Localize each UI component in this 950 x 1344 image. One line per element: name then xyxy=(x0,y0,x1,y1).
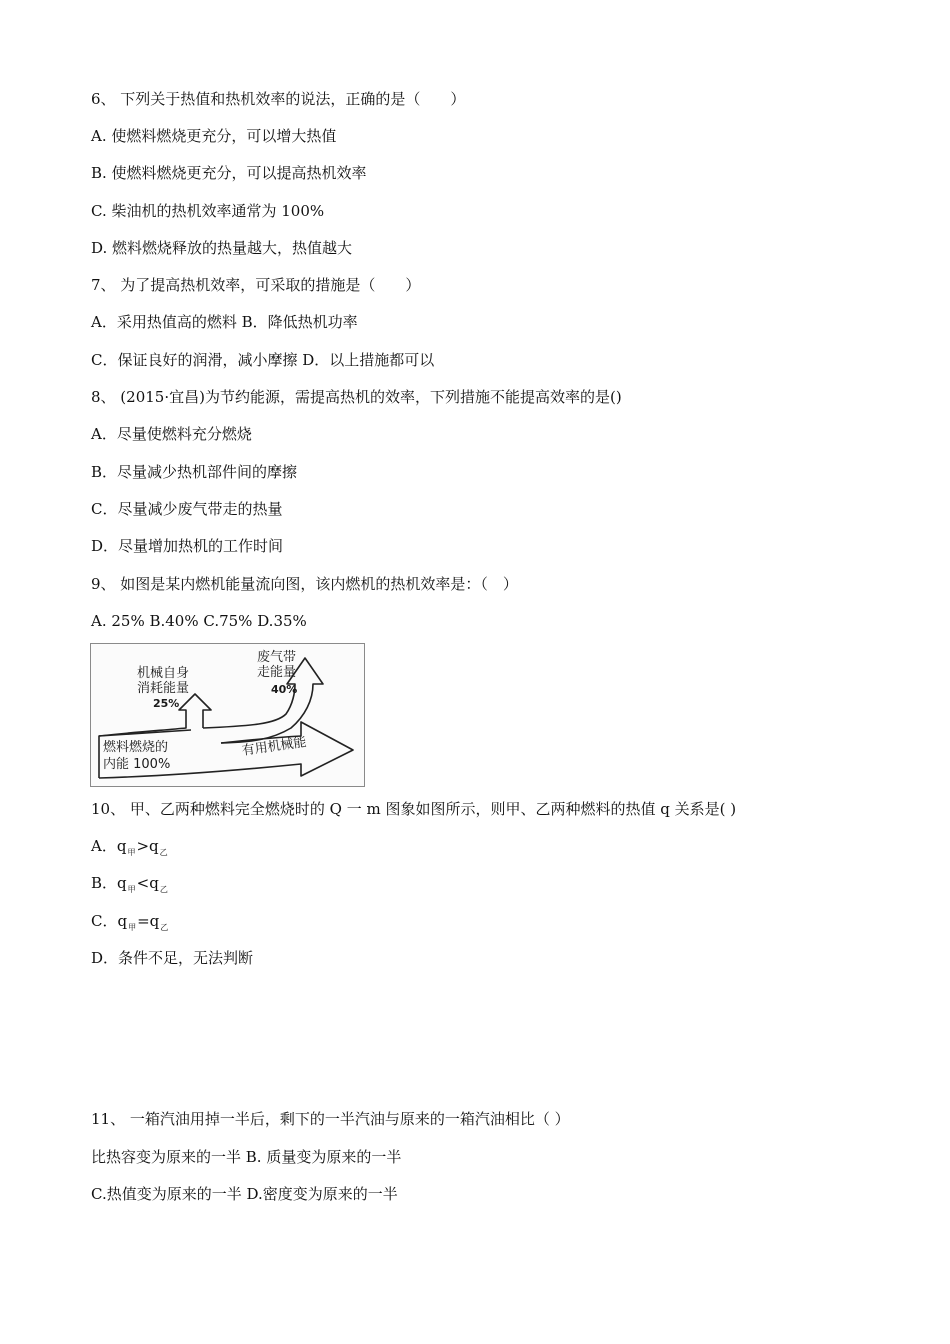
q10-option-c xyxy=(91,911,169,934)
q10-a-q1: q xyxy=(116,837,127,855)
q10-a-prefix: A． xyxy=(91,837,117,855)
q6-option-c: C. 柴油机的热机效率通常为 100% xyxy=(91,202,325,220)
q7-options-ab: A．采用热值高的燃料 B．降低热机功率 xyxy=(91,313,358,331)
q7-options-cd: C．保证良好的润滑，减小摩擦 D．以上措施都可以 xyxy=(91,351,435,369)
useful-energy-label: 有用机械能 xyxy=(241,734,308,759)
q10-b-sub-yi: 乙 xyxy=(159,885,168,894)
q10-c-sub-yi: 乙 xyxy=(160,923,169,932)
fuel-energy-label-1: 燃料燃烧的 xyxy=(103,740,169,755)
q10-b-op: < xyxy=(136,874,150,892)
q6-stem: 6、 下列关于热值和热机效率的说法，正确的是（ ） xyxy=(91,90,466,108)
q10-c-q2: q xyxy=(149,912,160,930)
exhaust-label-1: 废气带 xyxy=(257,650,297,665)
q8-option-c: C．尽量减少废气带走的热量 xyxy=(91,500,283,518)
q10-c-q1: q xyxy=(117,912,128,930)
q6-option-a: A. 使燃料燃烧更充分，可以增大热值 xyxy=(91,127,337,145)
q10-b-q2: q xyxy=(149,874,159,892)
q8-option-d: D．尽量增加热机的工作时间 xyxy=(91,537,284,555)
q10-b-sub-jia: 甲 xyxy=(127,885,136,894)
exhaust-label-2: 走能量 xyxy=(257,665,297,680)
q9-options: A. 25% B.40% C.75% D.35% xyxy=(91,612,307,630)
q10-a-sub-yi: 乙 xyxy=(159,848,168,857)
q7-stem: 7、 为了提高热机效率，可采取的措施是（ ） xyxy=(91,276,421,294)
q10-option-a xyxy=(91,836,169,859)
q10-option-b xyxy=(91,873,169,896)
q10-a-op: > xyxy=(136,837,150,855)
q9-stem: 9、 如图是某内燃机能量流向图，该内燃机的热机效率是：（ ） xyxy=(91,575,518,593)
q8-option-a: A．尽量使燃料充分燃烧 xyxy=(91,425,252,443)
q8-stem: 8、 (2015·宜昌)为节约能源，需提高热机的效率，下列措施不能提高效率的是() xyxy=(91,388,622,406)
q11-stem: 11、 一箱汽油用掉一半后，剩下的一半汽油与原来的一箱汽油相比（ ） xyxy=(91,1110,570,1128)
q10-c-op: = xyxy=(137,912,150,930)
q6-option-b: B. 使燃料燃烧更充分，可以提高热机效率 xyxy=(91,164,367,182)
energy-flow-diagram xyxy=(90,643,365,787)
q10-a-q2: q xyxy=(149,837,159,855)
exhaust-percent: 40% xyxy=(271,683,298,696)
q11-options-ab: 比热容变为原来的一半 B. 质量变为原来的一半 xyxy=(91,1148,402,1166)
mech-loss-percent: 25% xyxy=(153,697,180,710)
q10-stem: 10、 甲、乙两种燃料完全燃烧时的 Q 一 m 图象如图所示，则甲、乙两种燃料的热值 q 关系是( ) xyxy=(91,800,737,818)
q10-b-prefix: B． xyxy=(91,874,118,892)
q10-a-sub-jia: 甲 xyxy=(127,848,136,857)
mech-loss-label-2: 消耗能量 xyxy=(137,681,190,696)
q10-c-sub-jia: 甲 xyxy=(128,923,137,932)
q6-option-d: D. 燃料燃烧释放的热量越大，热值越大 xyxy=(91,239,353,257)
q10-b-q1: q xyxy=(117,874,127,892)
q10-option-d: D．条件不足，无法判断 xyxy=(91,949,254,967)
mech-loss-label-1: 机械自身 xyxy=(137,666,190,681)
fuel-energy-label-2: 内能 100% xyxy=(103,757,171,772)
q11-options-cd: C.热值变为原来的一半 D.密度变为原来的一半 xyxy=(91,1185,398,1203)
q10-c-prefix: C． xyxy=(91,912,118,930)
q8-option-b: B．尽量减少热机部件间的摩擦 xyxy=(91,463,298,481)
